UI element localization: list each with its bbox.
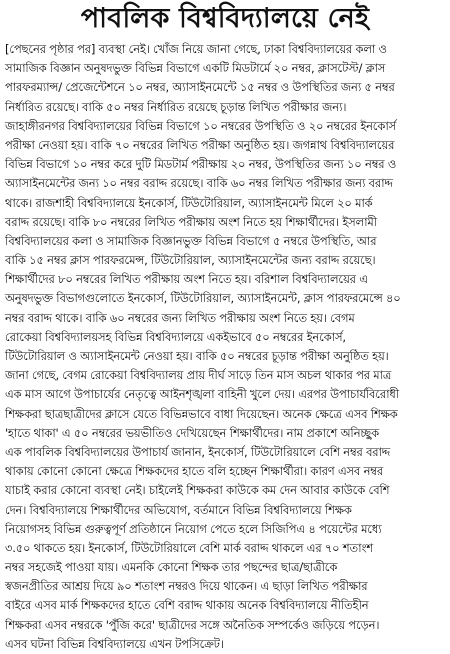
body-line: 'হাতে থাকা' এ ৫০ নম্বরের ভয়ভীতিও দেখিয়েছেন শিক্ষার্থীদের। নাম প্রকাশে অনিচ্ছুক — [5, 425, 379, 440]
body-line: এক পাবলিক বিশ্ববিদ্যালয়ের উপাচার্য জানান, ইনকোর্স, টিউটোরিয়ালে বেশি নম্বর বরাদ্দ — [5, 444, 391, 459]
body-line: [পেছনের পৃষ্ঠার পর] ব্যবস্থা নেই। খোঁজ নিয়ে জানা গেছে, ঢাকা বিশ্ববিদ্যালয়ের কলা ও — [5, 42, 387, 56]
body-line: বাকি ১৫ নম্বর ক্লাস পারফরমেন্স, টিউটোরিয়াল, অ্যাসাইনমেন্টের জন্য বরাদ্দ রয়েছে। — [5, 253, 376, 268]
article-body — [5, 40, 447, 651]
body-line: নির্ধারিত রয়েছে। বাকি ৫০ নম্বর নির্ধারিত রয়েছে চূড়ান্ত লিখিত পরীক্ষার জন্য। — [5, 99, 347, 114]
body-line: বিভিন্ন বিভাগে ১০ নম্বর করে দুটি মিডটার্ম পরীক্ষায় ২০ নম্বর, উপস্থিতির জন্য ১০ নম্বর ও — [5, 157, 397, 172]
body-line: অনুষদভুক্ত বিভাগগুলোতে ইনকোর্স, টিউটোরিয়াল, অ্যাসাইনমেন্ট, ক্লাস পারফরমেন্সে ৪০ — [5, 291, 401, 306]
body-line: শিক্ষকরা ছাত্রছাত্রীদের ক্লাসে যেতে বিভিন্নভাবে বাধা দিয়েছেন। অনেক ক্ষেত্রে এসব শিক্ষক — [5, 406, 398, 421]
body-line: এসব ঘটনা বিভিন্ন বিশ্ববিদ্যালয়ে এখন টপসিক্রেট। — [5, 636, 224, 651]
body-line: ৩.৫০ থাকতে হয়। ইনকোর্স, টিউটোরিয়ালে বেশি মার্ক বরাদ্দ থাকলে এর ৭০ শতাংশ — [5, 540, 373, 555]
body-line: জাহাঙ্গীরনগর বিশ্ববিদ্যালয়ের বিভিন্ন বিভাগে ১০ নম্বরের উপস্থিতি ও ২০ নম্বরের ইনকোর্স — [5, 118, 397, 133]
body-line: দেন। বিশ্ববিদ্যালয়ে শিক্ষার্থীদের অভিযোগ, বর্তমানে বিভিন্ন বিশ্ববিদ্যালয়ে শিক্ষক — [5, 502, 352, 517]
body-line: টিউটোরিয়াল ও অ্যাসাইনমেন্ট নেওয়া হয়। বাকি ৫০ নম্বরের চূড়ান্ত পরীক্ষা অনুষ্ঠিত হয়। — [5, 349, 389, 363]
body-line: শিক্ষার্থীদের ৮০ নম্বরের লিখিত পরীক্ষায় অংশ নিতে হয়। বরিশাল বিশ্ববিদ্যালয়ের এ — [5, 272, 368, 287]
article-headline: পাবলিক বিশ্ববিদ্যালয়ে নেই — [80, 3, 370, 34]
body-line: রোকেয়া বিশ্ববিদ্যালয়সহ বিভিন্ন বিশ্ববিদ্যালয়ে একইভাবে ৫০ নম্বরের ইনকোর্স, — [5, 329, 346, 344]
body-line: নিয়োগসহ বিভিন্ন গুরুত্বপূর্ণ প্রতিষ্ঠানে নিয়োগ পেতে হলে সিজিপিএ ৪ পয়েন্টের মধ্যে — [5, 521, 382, 536]
body-line: স্বজনপ্রীতির আশ্রয় দিয়ে ৯০ শতাংশ নম্বরও দিয়ে থাকেন। এ ছাড়া লিখিত পরীক্ষার — [5, 579, 368, 594]
body-line: নম্বর বরাদ্দ থাকে। বাকি ৬০ নম্বরের জন্য লিখিত পরীক্ষায় অংশ নিতে হয়। বেগম — [5, 310, 355, 325]
body-line: বাইরে এসব মার্ক শিক্ষকদের হাতে বেশি বরাদ্দ থাকায় অনেক বিশ্ববিদ্যালয়ে নীতিহীন — [5, 598, 369, 613]
body-line: যাচাই করার কোনো ব্যবস্থা নেই। চাইলেই শিক্ষকরা কাউকে কম দেন আবার কাউকে বেশি — [5, 483, 390, 498]
body-line: পরীক্ষা নেওয়া হয়। বাকি ৭০ নম্বরের লিখিত পরীক্ষা অনুষ্ঠিত হয়। জগন্নাথ বিশ্ববিদ্যালয়ের — [5, 137, 395, 152]
body-line: এক মাস আগে উপাচার্যের নেতৃত্বে আইনশৃঙ্খলা বাহিনী খুলে দেয়। এরপর উপাচার্যবিরোধী — [5, 387, 399, 402]
body-line: জানা গেছে, বেগম রোকেয়া বিশ্ববিদ্যালয় প্রায় দীর্ঘ সাড়ে তিন মাস অচল থাকার পর মাত্র — [5, 368, 392, 383]
body-line: পারফরম্যান্স/ প্রেজেন্টেশনে ১০ নম্বর, অ্যাসাইনমেন্টে ১৫ নম্বর ও উপস্থিতির জন্য ৫ নম্বর — [5, 80, 395, 95]
body-line: অ্যাসাইনমেন্টের জন্য ১০ নম্বর বরাদ্দ রয়েছে। বাকি ৬০ নম্বর লিখিত পরীক্ষার জন্য বরাদ্দ — [5, 176, 393, 191]
body-line: বরাদ্দ রয়েছে। বাকি ৮০ নম্বরের লিখিত পরীক্ষায় অংশ নিতে হয় শিক্ষার্থীদের। ইসলামী — [5, 214, 377, 229]
body-line: বিশ্ববিদ্যালয়ের কলা ও সামাজিক বিজ্ঞানভুক্ত বিভিন্ন বিভাগে ৫ নম্বরে উপস্থিতি, আর — [5, 233, 377, 248]
body-line: থাকায় কোনো কোনো ক্ষেত্রে শিক্ষকদের হাতে বলি হচ্ছেন শিক্ষার্থীরা। কারণ এসব নম্বর — [5, 464, 383, 479]
body-line: নম্বর সহজেই পাওয়া যায়। এমনকি কোনো শিক্ষক তার পছন্দের ছাত্র/ছাত্রীকে — [5, 560, 338, 575]
body-line: শিক্ষকরা এসব নম্বরকে 'পুঁজি করে' ছাত্রীদের সঙ্গে অনৈতিক সম্পর্কেও জড়িয়ে পড়েন। — [5, 617, 380, 632]
body-line: থাকে। রাজশাহী বিশ্ববিদ্যালয়ে ইনকোর্স, টিউটোরিয়াল, অ্যাসাইনমেন্ট মিলে ২০ মার্ক — [5, 195, 373, 210]
body-line: সামাজিক বিজ্ঞান অনুষদভুক্ত বিভিন্ন বিভাগে একটি মিডটার্মে ২০ নম্বর, ক্লাসটেস্ট/ ক্লাস — [5, 61, 386, 76]
